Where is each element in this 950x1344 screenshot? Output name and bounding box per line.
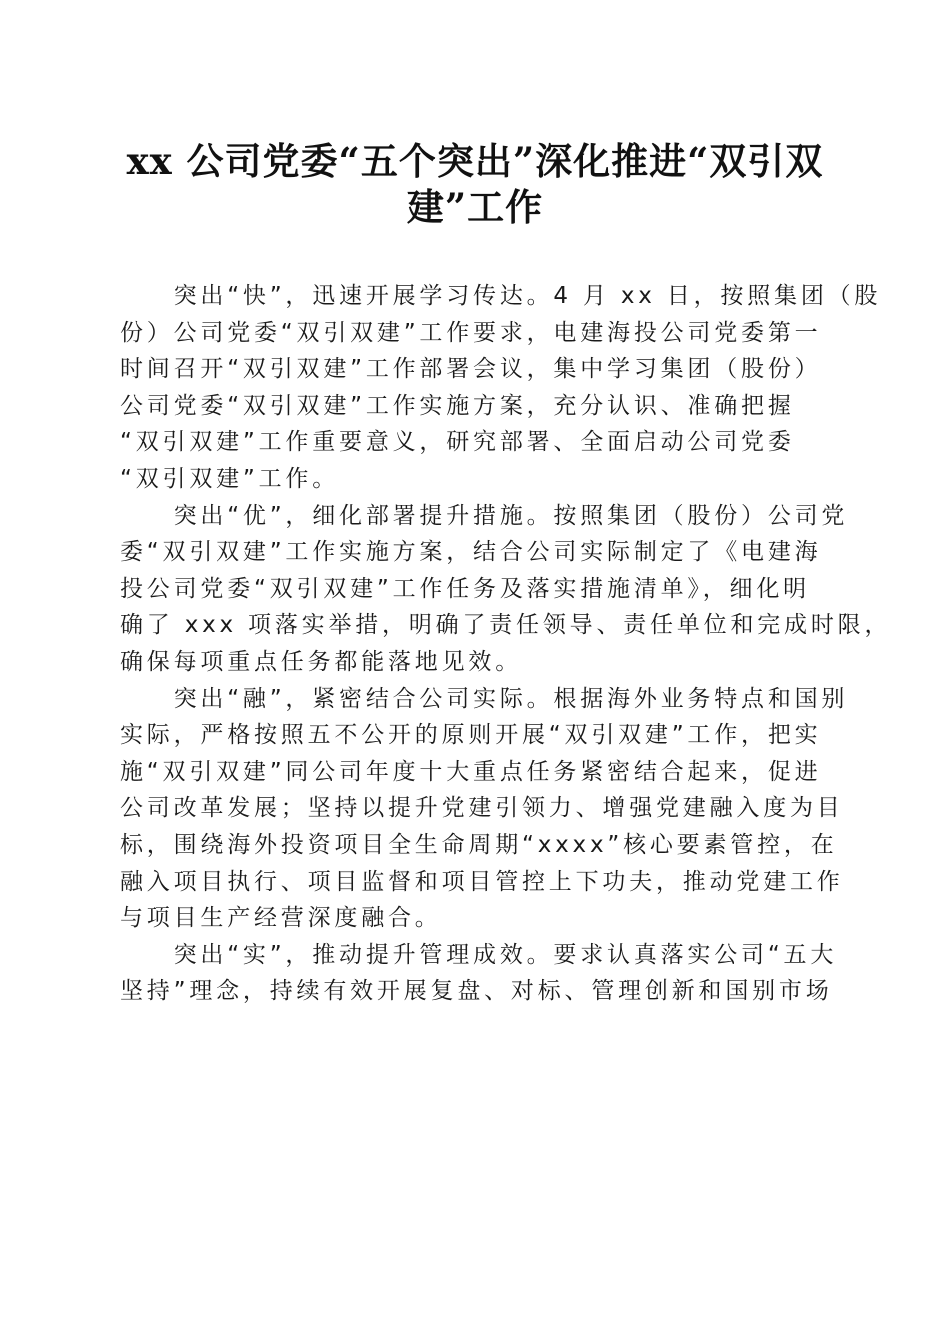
- text-line: 投公司党委“双引双建”工作任务及落实措施清单》，细化明: [120, 575, 810, 602]
- paragraph-kuai: [120, 278, 882, 498]
- document-body: [120, 278, 892, 1010]
- text-line: 突出“优”，细化部署提升措施。按照集团（股份）公司党: [120, 502, 849, 529]
- text-line: 确了 xxx 项落实举措，明确了责任领导、责任单位和完成时限，: [120, 612, 892, 639]
- document-title: [100, 138, 850, 230]
- text-line: “双引双建”工作。: [120, 465, 340, 492]
- text-line: 时间召开“双引双建”工作部署会议，集中学习集团（股份）: [120, 356, 822, 383]
- text-line: 坚持”理念，持续有效开展复盘、对标、管理创新和国别市场: [120, 978, 833, 1005]
- text-line: 实际，严格按照五不公开的原则开展“双引双建”工作，把实: [120, 722, 822, 749]
- text-line: 突出“实”，推动提升管理成效。要求认真落实公司“五大: [120, 941, 838, 968]
- paragraph-you: [120, 498, 892, 681]
- text-line: 确保每项重点任务都能落地见效。: [120, 648, 522, 675]
- text-line: 施“双引双建”同公司年度十大重点任务紧密结合起来，促进: [120, 758, 822, 785]
- text-line: “双引双建”工作重要意义，研究部署、全面启动公司党委: [120, 429, 795, 456]
- paragraph-shi: [120, 937, 838, 1010]
- text-line: 公司党委“双引双建”工作实施方案，充分认识、准确把握: [120, 392, 795, 419]
- text-line: 标，围绕海外投资项目全生命周期“xxxx”核心要素管控，在: [120, 831, 838, 858]
- title-line: xx 公司党委“五个突出”深化推进“双引双: [126, 139, 824, 183]
- text-line: 委“双引双建”工作实施方案，结合公司实际制定了《电建海: [120, 539, 822, 566]
- text-line: 突出“融”，紧密结合公司实际。根据海外业务特点和国别: [120, 685, 849, 712]
- text-line: 份）公司党委“双引双建”工作要求，电建海投公司党委第一: [120, 319, 822, 346]
- text-line: 与项目生产经营深度融合。: [120, 905, 442, 932]
- text-line: 融入项目执行、项目监督和项目管控上下功夫，推动党建工作: [120, 868, 844, 895]
- text-line: 突出“快”，迅速开展学习传达。4 月 xx 日，按照集团（股: [120, 283, 882, 309]
- text-line: 公司改革发展；坚持以提升党建引领力、增强党建融入度为目: [120, 795, 844, 822]
- paragraph-rong: [120, 681, 849, 937]
- title-line: 建”工作: [406, 185, 544, 229]
